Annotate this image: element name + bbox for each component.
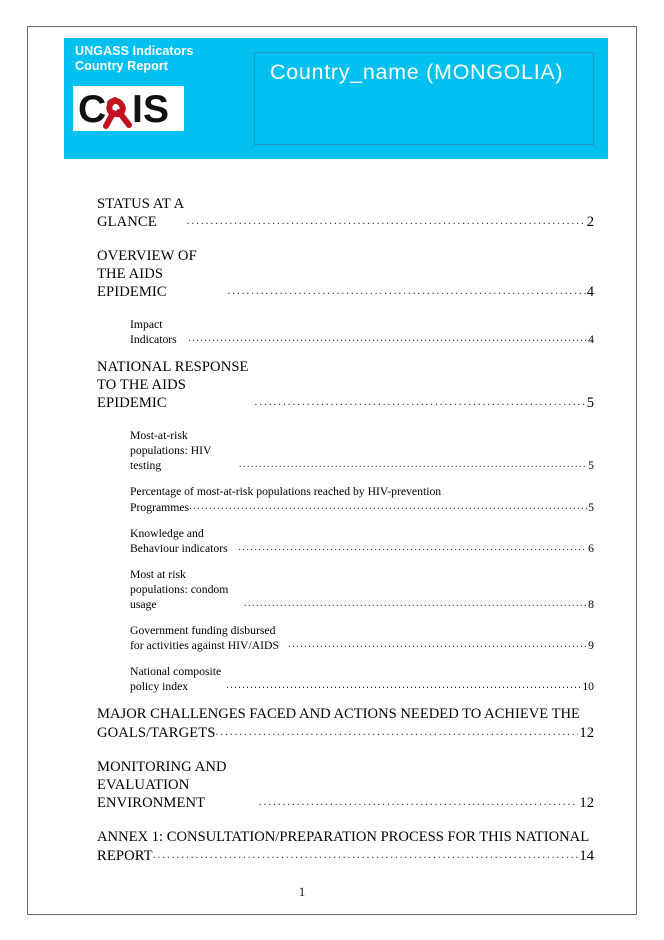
toc-entry-row [97, 846, 594, 865]
toc-entry-label: MONITORING AND EVALUATION ENVIRONMENT [97, 759, 231, 811]
toc-entry-label-line: Percentage of most-at-risk populations reached by HIV-prevention [130, 485, 442, 498]
toc-entry-label: STATUS AT A GLANCE [97, 196, 188, 230]
toc-page-number: 5 [586, 395, 594, 411]
document-page [27, 26, 637, 915]
toc-entry[interactable] [97, 705, 594, 742]
table-of-contents [97, 195, 594, 881]
toc-entry[interactable] [97, 428, 594, 473]
brand-line-country-report: Country Report [75, 58, 169, 73]
toc-entry-label: OVERVIEW OF THE AIDS EPIDEMIC [97, 248, 201, 300]
cris-logo [73, 86, 184, 131]
toc-page-number: 4 [588, 333, 594, 346]
toc-dot-leader [244, 595, 587, 611]
toc-entry-row [130, 317, 594, 347]
toc-entry-label: Most at risk populations: condom usage [130, 568, 232, 611]
toc-dot-leader [255, 392, 586, 411]
toc-dot-leader [153, 845, 579, 864]
toc-page-number: 12 [579, 725, 594, 741]
toc-page-number: 2 [586, 214, 594, 230]
toc-entry-label: REPORT [97, 848, 153, 864]
toc-dot-leader [238, 539, 587, 555]
toc-dot-leader [227, 281, 585, 300]
svg-text:I: I [131, 88, 143, 129]
toc-entry[interactable] [97, 828, 594, 865]
toc-entry[interactable] [97, 623, 594, 653]
toc-page-number: 5 [588, 459, 594, 472]
brand-line-ungass-indicators: UNGASS Indicators [75, 44, 194, 58]
toc-entry-row [130, 664, 594, 694]
toc-entry-label-line: MAJOR CHALLENGES FACED AND ACTIONS NEEDED TO ACHIEVE THE [97, 706, 580, 722]
toc-page-number: 4 [586, 284, 594, 300]
toc-entry-label: Government funding disbursed for activities against HIV/AIDS [130, 624, 279, 652]
toc-dot-leader [189, 498, 587, 514]
toc-entry-row [130, 567, 594, 612]
toc-entry-label: Most-at-risk populations: HIV testing [130, 429, 215, 472]
toc-page-number: 5 [588, 501, 594, 514]
toc-dot-leader [187, 211, 586, 230]
toc-entry-label: Impact Indicators [130, 318, 177, 346]
toc-dot-leader [239, 456, 587, 472]
toc-entry-row [97, 723, 594, 742]
toc-entry-label: National composite policy index [130, 665, 225, 693]
svg-text:S: S [142, 88, 169, 129]
toc-entry[interactable] [97, 195, 594, 231]
toc-entry-label-line: ANNEX 1: CONSULTATION/PREPARATION PROCESS FOR THIS NATIONAL [97, 829, 590, 845]
toc-entry-row [130, 623, 594, 653]
toc-page-number: 6 [588, 542, 594, 555]
brand-block [75, 44, 250, 73]
toc-dot-leader [188, 330, 587, 346]
page-number: 1 [298, 884, 306, 899]
svg-text:C: C [77, 88, 106, 129]
report-header-banner [64, 38, 608, 159]
toc-entry[interactable] [97, 567, 594, 612]
toc-page-number: 14 [579, 848, 594, 864]
toc-entry[interactable] [97, 758, 594, 812]
toc-dot-leader [216, 722, 579, 741]
cris-logo-icon [77, 89, 181, 129]
toc-entry-label: Programmes [130, 501, 190, 514]
toc-entry[interactable] [97, 526, 594, 556]
toc-page-number: 9 [588, 639, 594, 652]
toc-entry-row [130, 526, 594, 556]
toc-page-number: 8 [588, 598, 594, 611]
toc-dot-leader [259, 792, 579, 811]
country-title: Country_name (MONGOLIA) [270, 60, 564, 84]
toc-page-number: 10 [582, 680, 594, 693]
toc-dot-leader [288, 636, 587, 652]
toc-entry[interactable] [97, 317, 594, 347]
aids-ribbon-icon [106, 100, 129, 126]
toc-entry-label: Knowledge and Behaviour indicators [130, 527, 228, 555]
toc-dot-leader [226, 677, 581, 693]
toc-entry-row [97, 358, 594, 412]
toc-entry-row [130, 499, 594, 515]
toc-entry[interactable] [97, 484, 594, 515]
toc-entry-row [130, 428, 594, 473]
toc-entry[interactable] [97, 247, 594, 301]
toc-entry-row [97, 195, 594, 231]
toc-entry-label: GOALS/TARGETS [97, 725, 216, 741]
toc-page-number: 12 [579, 795, 594, 811]
toc-entry-label: NATIONAL RESPONSE TO THE AIDS EPIDEMIC [97, 359, 253, 411]
toc-entry-row [97, 758, 594, 812]
toc-entry[interactable] [97, 358, 594, 412]
country-title-box [254, 52, 594, 145]
toc-entry-row [97, 247, 594, 301]
toc-entry[interactable] [97, 664, 594, 694]
